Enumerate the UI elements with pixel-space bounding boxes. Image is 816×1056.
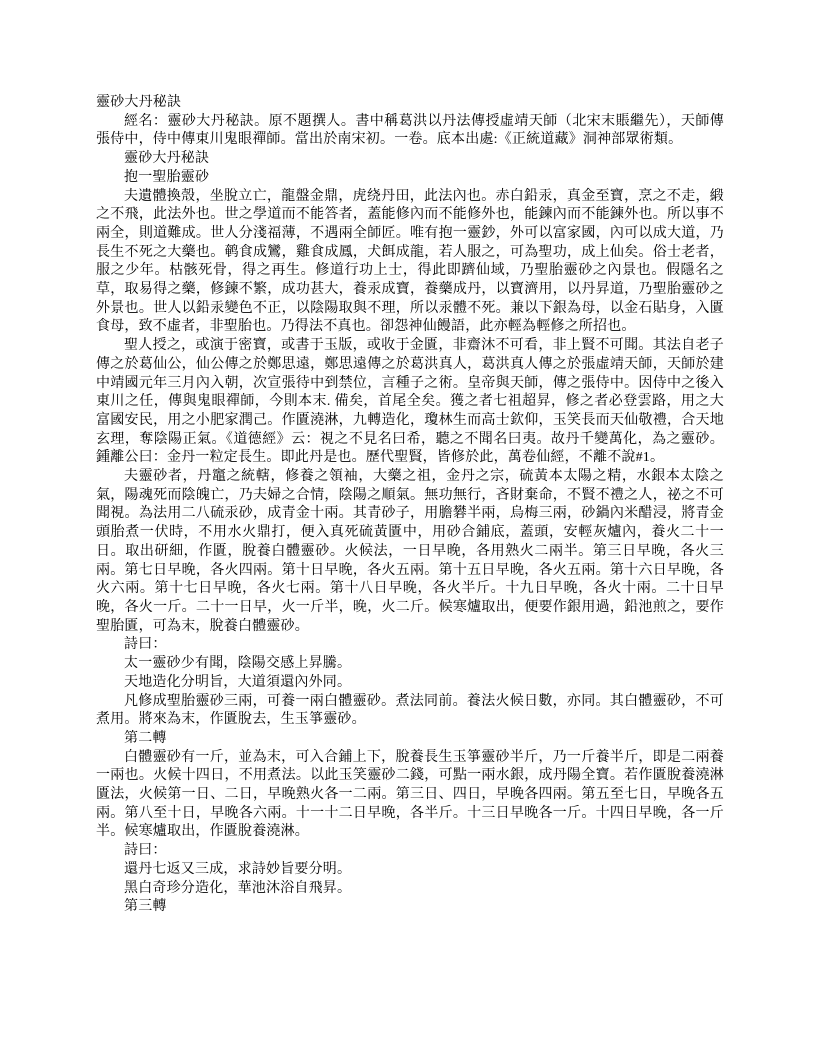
section-heading: 第三轉 <box>124 899 167 915</box>
verse-line: 還丹七返又三成，求詩妙旨要分明。 <box>124 861 352 877</box>
document-body <box>96 94 724 917</box>
document-title: 靈砂大丹秘訣 <box>96 95 182 110</box>
inner-title: 靈砂大丹秘訣 <box>124 151 210 167</box>
section-heading: 第二轉 <box>124 730 167 746</box>
verse-line: 黑白奇珍分造化，華池沐浴自飛昇。 <box>124 880 352 896</box>
bibliographic-note: 經名：靈砂大丹秘訣。原不題撰人。書中稱葛洪以丹法傳授虛靖天師（北宋末賬繼先），天師傳張侍中，侍中傳東川鬼眼禪師。當出於南宋初。一卷。底本出處:《正統道藏》洞神部眾術類。 <box>96 113 724 148</box>
paragraph: 凡修成聖胎靈砂三兩，可養一兩白體靈砂。煮法同前。養法火候日數，亦同。其白體靈砂，不可煮用。將來為末，作匱脫去，生玉箏靈砂。 <box>96 693 724 728</box>
verse-line: 太一靈砂少有聞，陰陽交感上昇騰。 <box>124 656 352 672</box>
verse-heading: 詩曰： <box>124 843 167 859</box>
paragraph: 白體靈砂有一斤，並為末，可入合鋪上下，脫養長生玉箏靈砂半斤，乃一斤養半斤，即是二兩養一兩也。火候十四日，不用煮法。以此玉笑靈砂二錢，可點一兩水銀，成丹陽全寶。若作匱脫養澆淋匱法，火候第一日、二日，早晚熟火各一二兩。第三日、四日，早晚各四兩。第五至七日，早晚各五兩。第八至十日，早晚各六兩。十一十二日早晚，各半斤。十三日早晚各一斤。十四日早晚，各一斤半。候寒爐取出，作匱脫養澆淋。 <box>96 749 724 840</box>
section-heading: 抱一聖胎靈砂 <box>124 169 210 185</box>
verse-line: 天地造化分明旨，大道須還內外同。 <box>124 674 352 690</box>
paragraph: 聖人授之，或演于密寶，或書于玉版，或收于金匱，非齋沐不可看，非上賢不可聞。其法自老子傳之於葛仙公，仙公傳之於鄭思遠，鄭思遠傳之於葛洪真人，葛洪真人傳之於張虛靖天師，天師於建中靖國元年三月內入朝，次宣張待中到禁位，言種子之術。皇帝與天師，傳之張侍中。因侍中之後入東川之任，傳與鬼眼禪師，今則本末. 備矣，首尾全矣。獲之者七祖超昇，修之者必登雲路，用之大富國安民，用之小肥家潤己。作匱澆淋，九轉造化，瓊林生而高士欽仰，玉笑長而天仙敬禮，合天地玄理，奪陰陽正氣。《道德經》云：視之不見名曰希，聽之不聞名曰夷。故丹千變萬化，為之靈砂。鍾離公曰：金丹一粒定長生。即此丹是也。歷代聖賢，皆修於此，萬卷仙經，不離不說#1。 <box>96 338 724 466</box>
paragraph: 夫靈砂者，丹竈之統轄，修養之領袖，大藥之祖，金丹之宗，硫黃本太陽之精，水銀本太陰之氣，陽魂死而陰魄亡，乃夫婦之合情，陰陽之順氣。無功無行，吝財棄命，不賢不禮之人，祕之不可聞視。為法用二八硫汞砂，成青金十兩。其青砂子，用膽礬半兩，烏梅三兩，砂鍋內米醋浸，將青金頭胎煮一伏時，不用水火鼎打，便入真死硫黃匱中，用砂合鋪底，蓋頭，安輕灰爐內，養火二十一日。取出研細，作匱，脫養白體靈砂。火候法，一日早晚，各用熟火二兩半。第三日早晚，各火三兩。第七日早晚，各火四兩。第十日早晚，各火五兩。第十五日早晚，各火五兩。第十六日早晚，各火六兩。第十七日早晚，各火七兩。第十八日早晚，各火半斤。十九日早晚，各火十兩。二十日早晚，各火一斤。二十一日早，火一斤半，晚，火二斤。候寒爐取出，便要作銀用過，鉛池煎之，要作聖胎匱，可為末，脫養白體靈砂。 <box>96 469 724 634</box>
verse-heading: 詩曰： <box>124 637 167 653</box>
paragraph: 夫遺體換殼，坐脫立亡，龍盤金鼎，虎绕丹田，此法內也。赤白鉛汞，真金至寶，烹之不走，緞之不飛，此法外也。世之學道而不能答者，蓋能修內而不能修外也，能鍊內而不能鍊外也。所以事不兩全，則道難成。世人分淺福薄，不遇兩全師匠。唯有抱一靈鈔，外可以富家國，內可以成大道，乃長生不死之大藥也。鹌食成鸞，雞食成鳳，犬餌成龍，若人服之，可為聖功，成上仙矣。俗士老者，服之少年。枯骸死骨，得之再生。修道行功上士，得此即躋仙域，乃聖胎靈砂之內景也。假隱名之草，取易得之藥，修鍊不繁，成功甚大，養汞成寶，養藥成丹，以寶濟用，以丹昇道，乃聖胎靈砂之外景也。世人以鉛汞變色不正，以陰陽取與不理，所以汞體不死。兼以下銀為母，以金石貼身，入匱食母，致不虛者，非聖胎也。乃得法不真也。卻怨神仙饅語，此亦輕為輕修之所招也。 <box>96 188 724 335</box>
